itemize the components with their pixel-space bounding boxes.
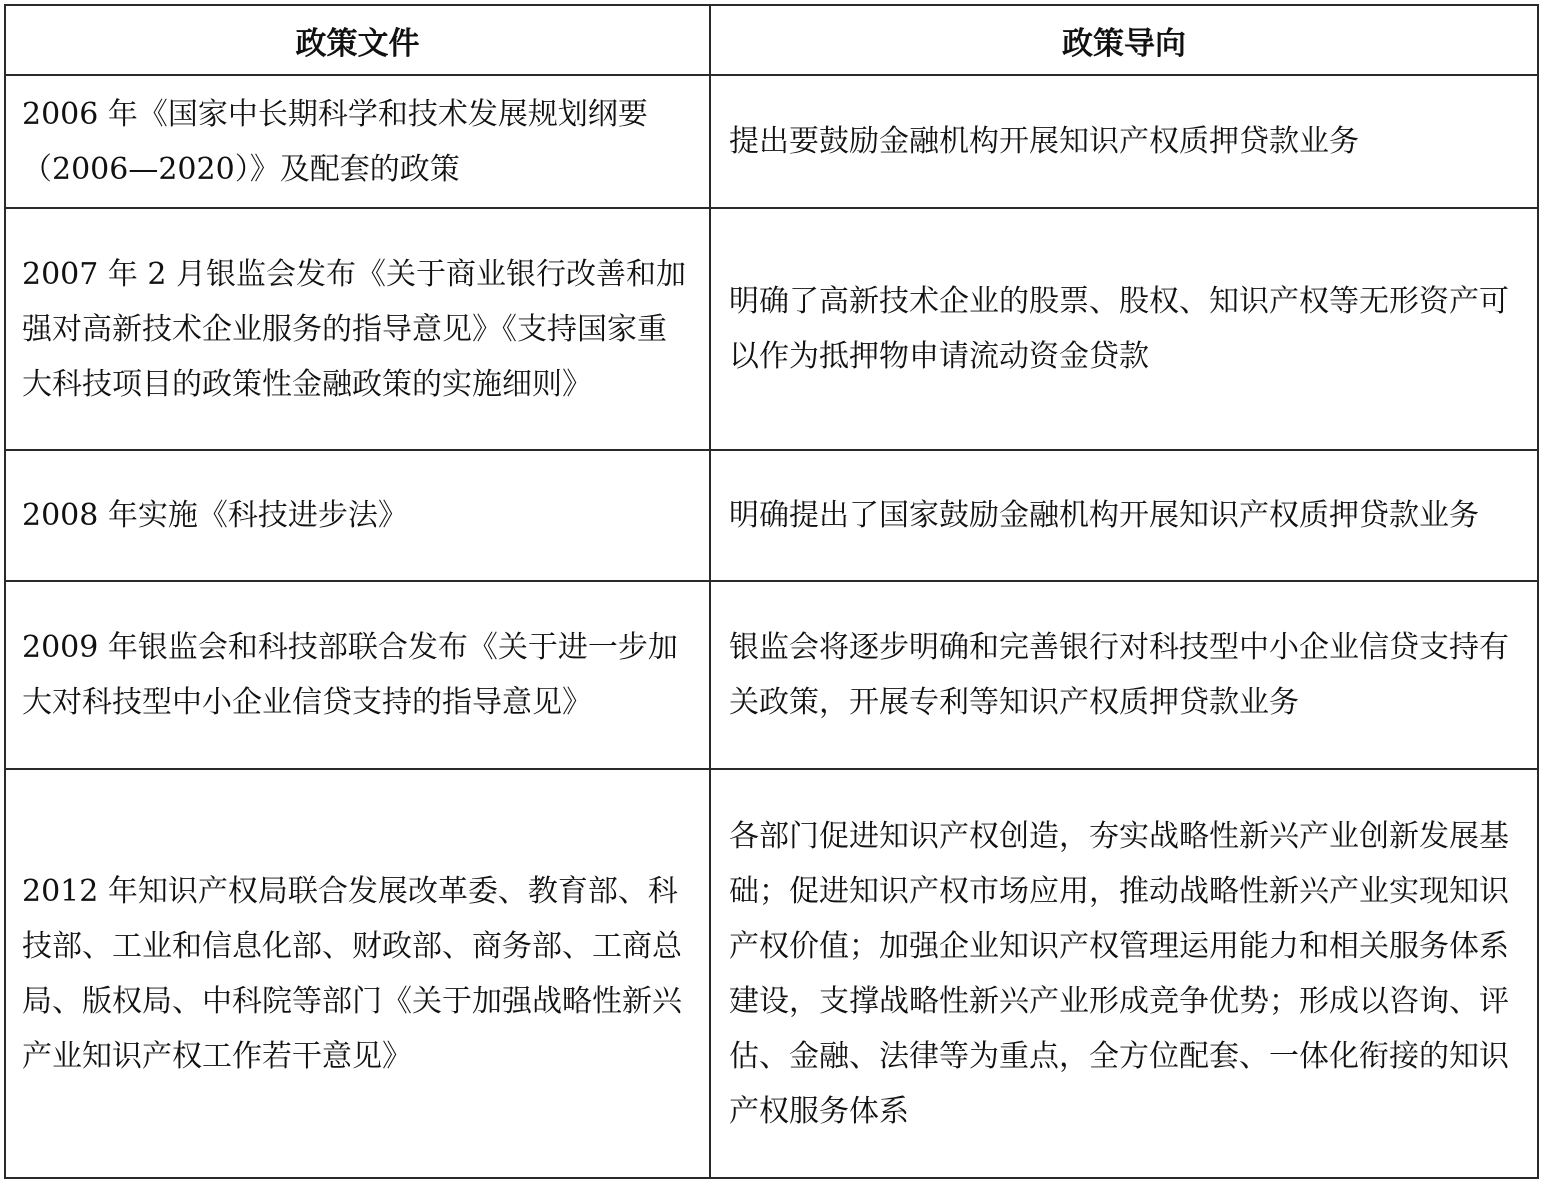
policy-direction-cell: 明确提出了国家鼓励金融机构开展知识产权质押贷款业务	[710, 450, 1538, 581]
column-header-direction: 政策导向	[710, 5, 1538, 75]
header-row	[5, 5, 1538, 75]
policy-document-cell: 2009 年银监会和科技部联合发布《关于进一步加大对科技型中小企业信贷支持的指导意见》	[5, 581, 710, 769]
policy-document-cell: 2006 年《国家中长期科学和技术发展规划纲要（2006—2020）》及配套的政策	[5, 75, 710, 208]
policy-table	[4, 4, 1539, 1179]
policy-direction-cell: 各部门促进知识产权创造，夯实战略性新兴产业创新发展基础；促进知识产权市场应用，推动战略性新兴产业实现知识产权价值；加强企业知识产权管理运用能力和相关服务体系建设，支撑战略性新兴产业形成竞争优势；形成以咨询、评估、金融、法律等为重点，全方位配套、一体化衔接的知识产权服务体系	[710, 769, 1538, 1178]
policy-document-cell: 2007 年 2 月银监会发布《关于商业银行改善和加强对高新技术企业服务的指导意见》《支持国家重大科技项目的政策性金融政策的实施细则》	[5, 208, 710, 450]
table-row	[5, 75, 1538, 208]
policy-document-cell: 2012 年知识产权局联合发展改革委、教育部、科技部、工业和信息化部、财政部、商务部、工商总局、版权局、中科院等部门《关于加强战略性新兴产业知识产权工作若干意见》	[5, 769, 710, 1178]
column-header-document: 政策文件	[5, 5, 710, 75]
table-row	[5, 769, 1538, 1178]
policy-direction-cell: 提出要鼓励金融机构开展知识产权质押贷款业务	[710, 75, 1538, 208]
policy-direction-cell: 银监会将逐步明确和完善银行对科技型中小企业信贷支持有关政策，开展专利等知识产权质押贷款业务	[710, 581, 1538, 769]
table-row	[5, 208, 1538, 450]
table-row	[5, 581, 1538, 769]
policy-document-cell: 2008 年实施《科技进步法》	[5, 450, 710, 581]
policy-direction-cell: 明确了高新技术企业的股票、股权、知识产权等无形资产可以作为抵押物申请流动资金贷款	[710, 208, 1538, 450]
table-row	[5, 450, 1538, 581]
